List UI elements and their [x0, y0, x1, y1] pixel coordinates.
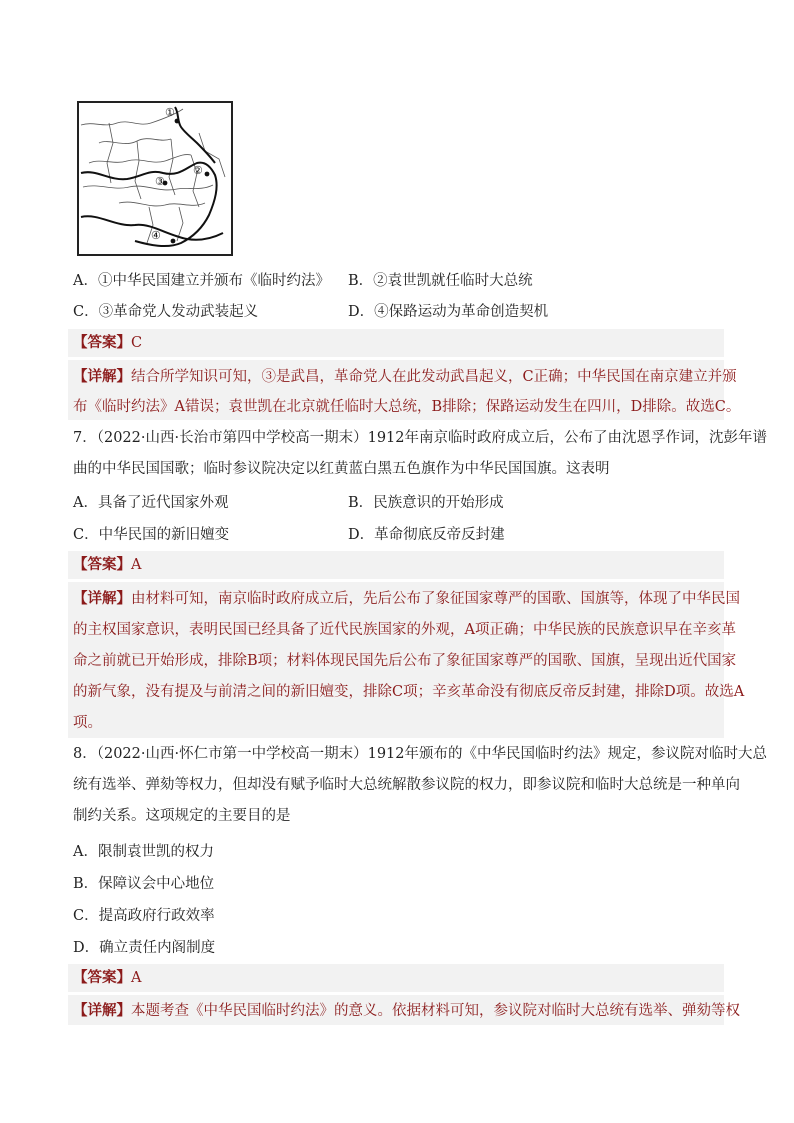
- q7-detail-tag: 【详解】: [73, 590, 131, 607]
- q7-stem-line-2: 曲的中华民国国歌；临时参议院决定以红黄蓝白黑五色旗作为中华民国国旗。这表明: [73, 461, 610, 477]
- q8-answer-tag: 【答案】: [73, 969, 131, 986]
- q6-answer-tag: 【答案】: [73, 334, 131, 351]
- q6-option-a: A．①中华民国建立并颁布《临时约法》: [73, 273, 330, 289]
- q7-detail-line-5: 项。: [73, 715, 102, 731]
- q7-detail-line-3: 命之前就已开始形成，排除B项；材料体现民国先后公布了象征国家尊严的国歌、国旗，呈现出近代国家: [73, 653, 737, 669]
- q8-option-d: D．确立责任内阁制度: [73, 940, 216, 956]
- q7-answer: [73, 554, 141, 576]
- q8-answer: [73, 967, 141, 989]
- q6-answer: [73, 332, 142, 354]
- q7-option-b: B．民族意识的开始形成: [348, 495, 504, 511]
- q7-detail-line-2: 的主权国家意识，表明民国已经具备了近代民族国家的外观，A项正确；中华民族的民族意识早在辛亥革: [73, 622, 736, 638]
- q6-detail-tag: 【详解】: [73, 368, 131, 385]
- q8-option-a: A．限制袁世凯的权力: [73, 844, 214, 860]
- q7-answer-value: A: [131, 557, 142, 573]
- q7-option-a: A．具备了近代国家外观: [73, 495, 229, 511]
- q6-detail-line-2: 布《临时约法》A错误；袁世凯在北京就任临时大总统，B排除；保路运动发生在四川，D排除。故选C。: [73, 399, 741, 415]
- q8-stem-line-1: 8．（2022·山西·怀仁市第一中学校高一期末）1912年颁布的《中华民国临时约法》规定，参议院对临时大总: [73, 746, 767, 762]
- marker-4-label: ④: [151, 229, 161, 242]
- q8-answer-bg: [68, 964, 724, 992]
- q6-answer-bg: [68, 329, 724, 357]
- q8-stem-line-3: 制约关系。这项规定的主要目的是: [73, 808, 291, 824]
- q8-answer-value: A: [131, 970, 142, 986]
- q7-answer-bg: [68, 551, 724, 579]
- q8-detail-tag: 【详解】: [73, 1002, 131, 1019]
- q6-option-b: B．②袁世凯就任临时大总统: [348, 273, 533, 289]
- china-map-figure: [77, 101, 233, 256]
- q7-detail-line-4: 的新气象，没有提及与前清之间的新旧嬗变，排除C项；辛亥革命没有彻底反帝反封建，排除D项。故选A: [73, 684, 745, 700]
- q6-option-c: C．③革命党人发动武装起义: [73, 304, 259, 320]
- marker-3-label: ③: [155, 175, 165, 188]
- q7-stem-line-1: 7．（2022·山西·长治市第四中学校高一期末）1912年南京临时政府成立后，公布了由沈恩孚作词，沈彭年谱: [73, 430, 767, 446]
- q7-answer-tag: 【答案】: [73, 556, 131, 573]
- q8-stem-line-2: 统有选举、弹劾等权力，但却没有赋予临时大总统解散参议院的权力，即参议院和临时大总统是一种单向: [73, 777, 740, 793]
- q7-detail-line-1: 【详解】由材料可知，南京临时政府成立后，先后公布了象征国家尊严的国歌、国旗等，体现了中华民国: [73, 590, 740, 607]
- q7-option-d: D．革命彻底反帝反封建: [348, 527, 505, 543]
- q6-detail-line-1: 【详解】结合所学知识可知，③是武昌，革命党人在此发动武昌起义，C正确；中华民国在南京建立并颁: [73, 368, 737, 385]
- map-drawing: [79, 103, 231, 254]
- q8-detail-line-1: 【详解】本题考查《中华民国临时约法》的意义。依据材料可知，参议院对临时大总统有选举、弹劾等权: [73, 1002, 740, 1019]
- marker-2-label: ②: [193, 164, 203, 177]
- q8-option-b: B．保障议会中心地位: [73, 876, 215, 892]
- q6-answer-value: C: [131, 335, 143, 351]
- q8-option-c: C．提高政府行政效率: [73, 908, 215, 924]
- q7-option-c: C．中华民国的新旧嬗变: [73, 527, 230, 543]
- marker-1-label: ①: [165, 106, 175, 119]
- q6-option-d: D．④保路运动为革命创造契机: [348, 304, 549, 320]
